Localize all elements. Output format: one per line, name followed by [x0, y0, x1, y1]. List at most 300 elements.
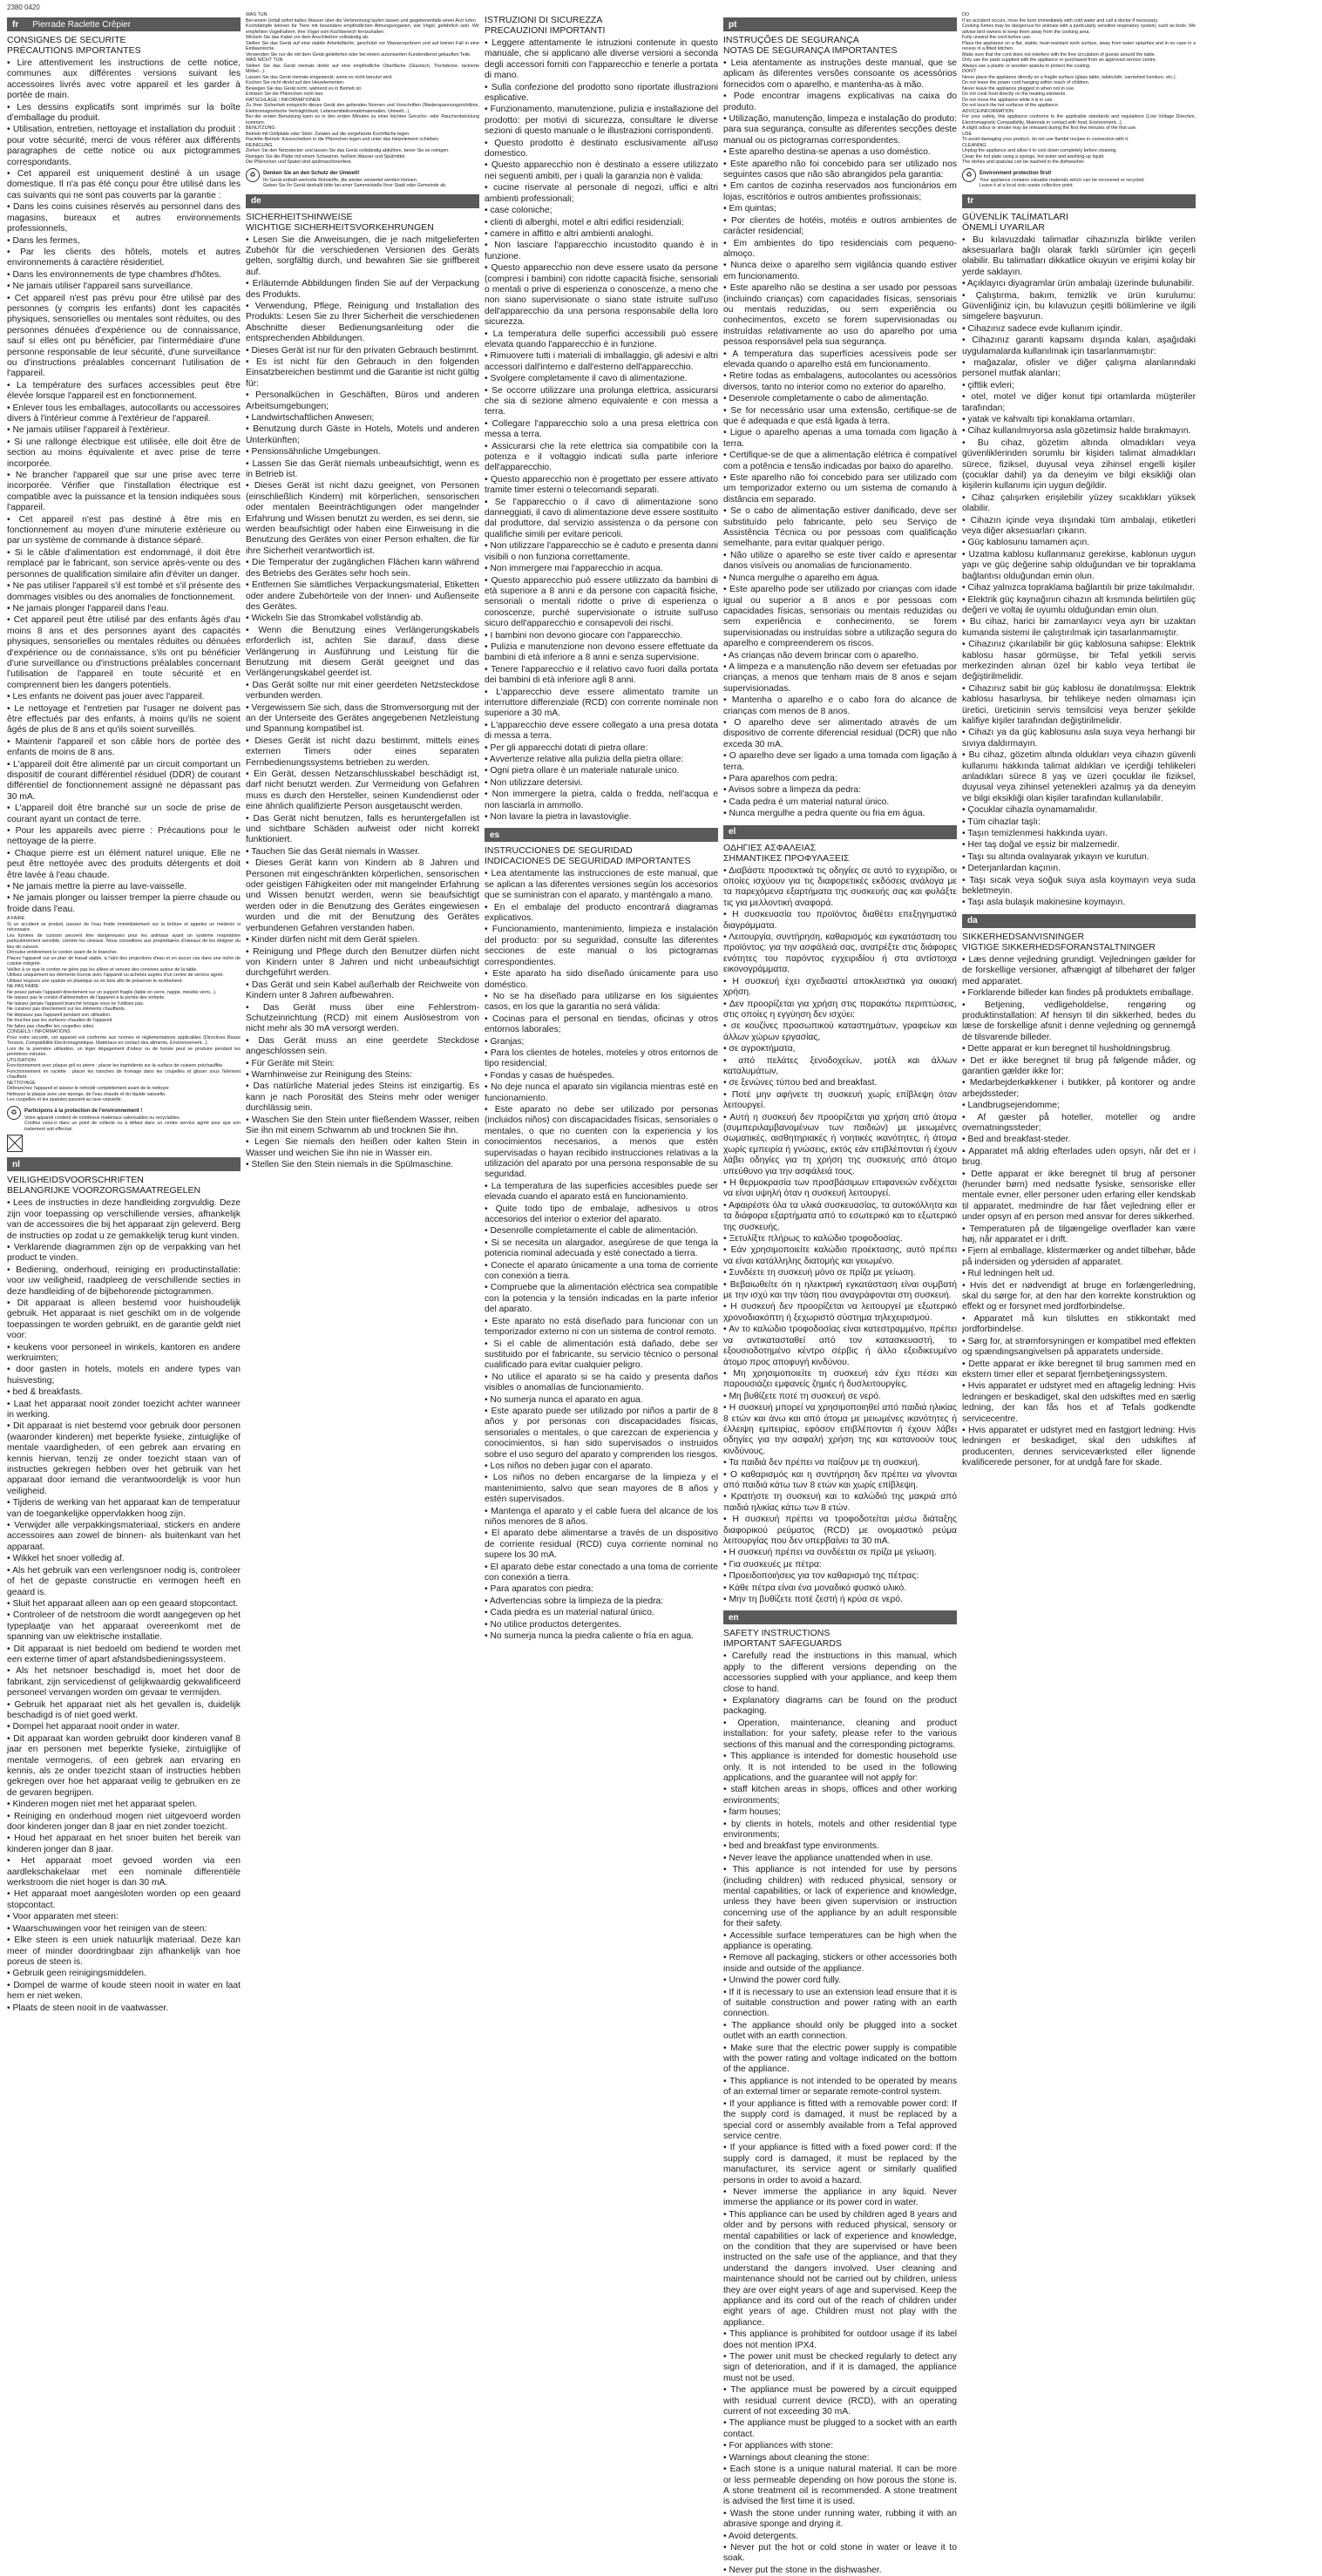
paragraph: • Medarbejderkøkkener i butikker, på kontorer og andre arbejdssteder; [962, 1078, 1196, 1100]
section-title-es: INSTRUCCIONES DE SEGURIDAD [485, 845, 633, 857]
small-paras-fr [7, 916, 241, 1103]
paragraph: • Cet appareil est uniquement destiné à un usage domestique. Il n'a pas été conçu pour être utilisé dans les cas suivants qui ne sont pas couverts par la garantie : [7, 169, 241, 201]
paragraph: • La temperatura de las superficies accesibles puede ser elevada cuando el aparato está en funcionamiento. [485, 1182, 718, 1203]
paragraph: • Dette apparat er kun beregnet til husholdningsbrug. [962, 1044, 1196, 1054]
paragraph: • Questo apparecchio non è progettato per essere attivato tramite timer esterni o telecomandi separati. [485, 475, 718, 497]
paragraph: • Ne pas utiliser l'appareil s'il est tombé et s'il présente des dommages visibles ou des anomalies de fonctionnement. [7, 581, 241, 603]
paragraph: Wickeln Sie das Kabel vor dem Anschließen vollständig ab. [246, 35, 369, 40]
lang-header-es [485, 828, 718, 842]
paragraph: • Para aparatos con piedra: [485, 1584, 718, 1595]
paragraph: • A temperatura das superfícies acessíveis pode ser elevada quando o aparelho está em funcionamento. [723, 349, 957, 371]
paragraph: • farm houses; [723, 1807, 957, 1818]
paragraph: • Em cantos de cozinha reservados aos funcionários em lojas, escritórios e outros ambientes profissionais; [723, 181, 957, 203]
paragraph: • This appliance can be used by children aged 8 years and older and by persons with reduced physical, sensory or mental capabilities or lack of experience and knowledge, on the condition that they are supervised or have been instructed on the safe use of the appliance, and that they understand the dangers involved. User cleaning and maintenance should not be carried out by children, unless they are over eight years of age and supervised. Keep the appliance and its cord out of the reach of children under eight years of age. Children must not play with the appliance. [723, 2210, 957, 2329]
paragraph: Only use the parts supplied with the appliance or purchased from an approved service centre. [962, 58, 1157, 63]
paragraph: • Η θερμοκρασία των προσβάσιμων επιφανειών ενδέχεται να είναι υψηλή όταν η συσκευή λειτουργεί. [723, 1178, 957, 1200]
paragraph: • Landbrugsejendomme; [962, 1101, 1196, 1111]
paragraph: • Remove all packaging, stickers or other accessories both inside and outside of the appliance. [723, 1953, 957, 1975]
env-note-title: Denken Sie an den Schutz der Umwelt! [263, 170, 360, 176]
paragraph: Do not leave the power cord hanging within reach of children. [962, 80, 1090, 85]
section-subtitle-es: INDICACIONES DE SEGURIDAD IMPORTANTES [485, 856, 691, 867]
paragraph: • Erläuternde Abbildungen finden Sie auf der Verpackung des Produkts. [246, 279, 479, 301]
paragraph: CONSEILS / INFORMATIONS [7, 1029, 71, 1035]
section-subtitle-en: IMPORTANT SAFEGUARDS [723, 1638, 842, 1650]
paragraph: • Λειτουργία, συντήρηση, καθαρισμός και εγκατάσταση του προϊόντος: για την ασφάλειά σας, ανατρέξτε στις διάφορες ενότητες του παρόντος εγχειριδίου ή στα αντίστοιχα εικονογράμματα. [723, 932, 957, 976]
paragraph: • Cihazınız çıkarılabilir bir güç kablosuna sahipse: Elektrik kablosu hasar görmüşse, bir Tefal yetkili servis merkezinden alınan özel bir kablo veya tertibat ile değiştirilmelidir. [962, 640, 1196, 683]
paragraph: • This appliance is not intended to be operated by means of an external timer or separate remote-control system. [723, 2077, 957, 2098]
paragraph: • Διαβάστε προσεκτικά τις οδηγίες σε αυτό το εγχειρίδιο, οι οποίες ισχύουν για τις διαφορετικές εκδόσεις ανάλογα με τα παρεχόμενα εξαρτήματα της συσκευής σας και φυλάξτε τις για μελλοντική αναφορά. [723, 866, 957, 910]
lang-code: fr [12, 19, 19, 30]
paragraph: • Desenrole completamente o cabo de alimentação. [723, 394, 957, 404]
paragraph: Erhitzen Sie die Pfännchen nicht leer. [246, 92, 324, 97]
paragraph: • Μη χρησιμοποιείτε τη συσκευή εάν έχει πέσει και παρουσιάζει εμφανείς ζημιές ή δυσλειτουργίες. [723, 1369, 957, 1391]
paragraph: • A limpeza e a manutenção não devem ser efetuadas por crianças, a menos que tenham mais de 8 anos e sejam supervisionadas. [723, 662, 957, 695]
section-title-it: ISTRUZIONI DI SICUREZZA [485, 15, 603, 25]
section-title-en: SAFETY INSTRUCTIONS [723, 1628, 830, 1639]
paragraph: Lassen Sie das Gerät niemals eingesteckt, wenn es nicht benutzt wird. [246, 74, 393, 80]
paras-en [723, 1651, 957, 2576]
paragraph: • En el embalaje del producto encontrará diagramas explicativos. [485, 903, 718, 925]
paragraph: • Par les clients des hôtels, motels et autres environnements à caractère résidentiel, [7, 247, 241, 269]
paragraph: • Este aparelho não foi concebido para ser utilizado nos seguintes casos que não são abrangidos pela garantia: [723, 159, 957, 181]
lang-header-el [723, 825, 957, 839]
paragraph: Your appliance contains valuable materials which can be recovered or recycled. [980, 177, 1145, 183]
paragraph: • Dans les environnements de type chambres d'hôtes. [7, 270, 241, 281]
paragraph: • Non utilizzare l'apparecchio se è caduto e presenta danni visibili o non funziona correttamente. [485, 541, 718, 563]
paragraph: Zu Ihrer Sicherheit entspricht dieses Gerät den geltenden Normen und Vorschriften (Niederspannungsrichtlinie, Elektromagnetische Verträglichkeit, Lebensmittelkontaktmaterialien, Umwelt...). [246, 103, 479, 114]
paragraph: Clean the hot plate using a sponge, hot water and washing-up liquid. [962, 153, 1105, 159]
paragraph: • Los niños no deben jugar con el aparato. [485, 1461, 718, 1472]
paragraph: REINIGUNG [246, 142, 273, 148]
paragraph: Ne laissez jamais l'appareil branché lorsque vous ne l'utilisez pas. [7, 1000, 145, 1007]
paragraph: Pour votre sécurité, cet appareil est conforme aux normes et réglementations applicables (Directives Basse Tension, Compatibilité Electromagnétique, Matériaux en contact des aliments, Environnement...). [7, 1034, 241, 1047]
paragraph: Never place the appliance directly on a fragile surface (glass table, tablecloth, varnished furniture, etc.). [962, 74, 1177, 80]
section-title-tr: GÜVENLİK TALİMATLARI [962, 211, 1068, 222]
paras-da [962, 955, 1196, 1469]
section-title-fr: CONSIGNES DE SECURITE [7, 35, 126, 45]
paragraph: UTILISATION [7, 1057, 36, 1063]
paragraph: • Sluit het apparaat alleen aan op een geaard stopcontact. [7, 1599, 241, 1610]
paragraph: • σε κουζίνες προσωπικού καταστημάτων, γραφείων και άλλων χώρων εργασίας, [723, 1021, 957, 1043]
paragraph: • Warnings about cleaning the stone: [723, 2453, 957, 2464]
product-name: Pierrade Raclette Crêpier [32, 19, 132, 30]
paras-el [723, 866, 957, 1606]
paragraph: • Avvertenze relative alla pulizia della pietra ollare: [485, 755, 718, 765]
paragraph: • Ο καθαρισμός και η συντήρηση δεν πρέπει να γίνονται από παιδιά κάτω των 8 ετών και χωρίς επίβλεψη. [723, 1470, 957, 1492]
paragraph: Votre appareil contient de nombreux matériaux valorisables ou recyclables. [24, 1115, 181, 1121]
lang-header-tr [962, 194, 1196, 208]
section-subtitle-tr: ÖNEMLİ UYARILAR [962, 221, 1045, 233]
paragraph: • Maintenir l'appareil et son câble hors de portée des enfants de moins de 8 ans. [7, 737, 241, 759]
paragraph: • Never leave the appliance unattended when in use. [723, 1854, 957, 1864]
paragraph: • Hvis apparatet er udstyret med en aftagelig ledning: Hvis ledningen er beskadiget, skal den udskiftes med en særlig ledning, der kan fås hos et af Tefals godkendte servicecentre. [962, 1381, 1196, 1425]
paragraph: • Cihazınız sadece evde kullanım içindir. [962, 324, 1196, 335]
paragraph: • La température des surfaces accessibles peut être élevée lorsque l'appareil est en fonctionnement. [7, 381, 241, 403]
paragraph: • Μη βυθίζετε ποτέ τη συσκευή σε νερό. [723, 1392, 957, 1402]
paragraph: • Das Gerät und sein Kabel außerhalb der Reichweite von Kindern unter 8 Jahren aufbewahren. [246, 980, 479, 1002]
paragraph: • Pour les appareils avec pierre : Précautions pour le nettoyage de la pierre. [7, 826, 241, 848]
paragraph: Ne touchez pas les surfaces chaudes de l'appareil. [7, 1018, 113, 1024]
small-paras-de [246, 12, 479, 166]
env-note-title: Participons à la protection de l'environnement ! [24, 1108, 143, 1114]
paragraph: • Δεν προορίζεται για χρήση στις παρακάτω περιπτώσεις, στις οποίες η εγγύηση δεν ισχύει: [723, 1000, 957, 1021]
paragraph: • Af gæster på hoteller, moteller og andre overnatningssteder; [962, 1113, 1196, 1135]
paragraph: • Het apparaat moet gevoed worden via een aardlekschakelaar met een nominale differentiële werkstroom die niet hoger is dan 30 mA. [7, 1856, 241, 1888]
paragraph: • Das Gerät sollte nur mit einer geerdeten Netzsteckdose verbunden werden. [246, 681, 479, 702]
paragraph: Nettoyez la plaque avec une éponge, de l'eau chaude et du liquide vaisselle. [7, 1091, 166, 1097]
paragraph: The dishes and spatulas can be washed in the dishwasher. [962, 159, 1085, 165]
paragraph: • Never put the hot or cold stone in water or leave it to soak. [723, 2543, 957, 2565]
paragraph: Bei einem Unfall sofort kaltes Wasser über die Verbrennung laufen lassen und gegebenenfalls einen Arzt rufen. [246, 17, 478, 24]
env-note-items-en [980, 178, 1145, 189]
paragraph: • Rimuovere tutti i materiali di imballaggio, gli adesivi e altri accessori dall'interno e dall'esterno dell'apparecchio. [485, 351, 718, 373]
column-4 [723, 12, 958, 2575]
paragraph: • Cihazınız garanti kapsamı dışında kalan, aşağıdaki uygulamalarda kullanılmak için tasarlanmamıştır: [962, 336, 1196, 357]
paragraph: • Dit apparaat is niet bestemd voor gebruik door personen (waaronder kinderen) met beperkte fysieke, zintuiglijke of mentale vaardigheden, of een gebrek aan ervaring en kennis hiervan, tenzij ze onder toezicht staan van of instructies gekregen hebben over het gebruik van het apparaat door iemand die verantwoordelijk is voor hun veiligheid. [7, 1421, 241, 1497]
paragraph: • Retire todas as embalagens, autocolantes ou acessórios diversos, tanto no interior como no exterior do aparelho. [723, 371, 957, 393]
paragraph: • Hvis det er nødvendigt at bruge en forlængerledning, skal du sørge for, at den har den korrekte konstruktion og effekt og er forsynet med jordforbindelse. [962, 1281, 1196, 1313]
paragraph: • O aparelho deve ser alimentado através de um dispositivo de corrente diferencial residual (DCR) que não exceda 30 mA. [723, 718, 957, 750]
paragraph: • Les enfants ne doivent pas jouer avec l'appareil. [7, 692, 241, 702]
paragraph: • Dompel het apparaat nooit onder in water. [7, 1722, 241, 1732]
paragraph: • Accessible surface temperatures can be high when the appliance is operating. [723, 1931, 957, 1953]
paragraph: • Ποτέ μην αφήνετε τη συσκευή χωρίς επίβλεψη όταν λειτουργεί. [723, 1090, 957, 1112]
paragraph: • Dit apparaat is niet bedoeld om bediend te worden met een externe timer of apart afstandsbedieningssysteem. [7, 1644, 241, 1666]
paragraph: WAS NICHT TUN [246, 58, 283, 63]
paragraph: • Lees de instructies in deze handleiding zorgvuldig. Deze zijn voor toepassing op verschillende versies, afhankelijk van de accessoires die bij het apparaat zijn geleverd. Berg de instructies op zodat u ze gemakkelijk terug kunt vinden. [7, 1198, 241, 1242]
paragraph: • Kinderen mogen niet met het apparaat spelen. [7, 1800, 241, 1810]
recycle-icon: ♻ [962, 168, 976, 182]
paragraph: • Lea atentamente las instrucciones de este manual, que se aplican a las diferentes versiones según los accesorios que se suministran con el aparato, y manténgalo a mano. [485, 869, 718, 901]
paragraph: • Não utilize o aparelho se este tiver caído e apresentar danos visíveis ou anomalias de funcionamento. [723, 551, 957, 573]
paragraph: • Dit apparaat kan worden gebruikt door kinderen vanaf 8 jaar en personen met beperkte fysieke, zintuiglijke of mentale vermogens, of een gebrek aan ervaring en kennis, als ze onder toezicht staan of instructies hebben gekregen over hoe het apparaat veilig te gebruiken en ze de gevaren begrijpen. [7, 1734, 241, 1799]
paragraph: • Cihaz yalnızca topraklama bağlantılı bir prize takılmalıdır. [962, 583, 1196, 593]
paragraph: • Assicurarsi che la rete elettrica sia compatibile con la potenza e il voltaggio indicati sulla parte inferiore dell'apparecchio. [485, 442, 718, 474]
paragraph: • No utilice el aparato si se ha caído y presenta daños visibles o anomalías de funcionamiento. [485, 1373, 718, 1394]
paragraph: • Ne jamais utiliser l'appareil à l'extérieur. [7, 425, 241, 436]
paragraph: BENUTZUNG [246, 125, 275, 131]
paragraph: • Chaque pierre est un élément naturel unique. Elle ne peut être nettoyée avec des produits détergents et doit être lavée à l'eau chaude. [7, 849, 241, 881]
paragraph: Kochen Sie nicht direkt auf den Heizelementen. [246, 80, 345, 85]
paragraph: • Em ambientes do tipo residenciais com pequeno-almoço. [723, 239, 957, 261]
paragraph: • Wash the stone under running water, rubbing it with an abrasive sponge and drying it. [723, 2509, 957, 2531]
paragraph: • Voor apparaten met steen: [7, 1912, 241, 1922]
paragraph: • keukens voor personeel in winkels, kantoren en andere werkruimten; [7, 1343, 241, 1365]
lang-header-de [246, 194, 479, 208]
paragraph: • If your appliance is fitted with a fixed power cord: If the supply cord is damaged, it must be replaced by the manufacturer, its service agent or similarly qualified persons in order to avoid a hazard. [723, 2143, 957, 2186]
paragraph: • This appliance is prohibited for outdoor usage if its label does not mention IPX4. [723, 2329, 957, 2351]
lang-header-nl [7, 1157, 241, 1171]
paragraph: • Hvis apparatet er udstyret med en fastgjort ledning: Hvis ledningen er beskadiget, skal den udskiftes af producenten, dennes serviceværksted eller lignende kvalificerede personer, for at undgå fare for skade. [962, 1426, 1196, 1469]
paragraph: Do not touch the hot surfaces of the appliance. [962, 103, 1060, 108]
paragraph: • Avisos sobre a limpeza da pedra: [723, 785, 957, 796]
paragraph: • σε ξενώνες τύπου bed and breakfast. [723, 1078, 957, 1088]
section-title-pt: INSTRUÇÕES DE SEGURANÇA [723, 35, 859, 45]
paragraph: Verwenden Sie nur die mit dem Gerät gelieferten oder bei einem autorisierten Kundendienst gekauften Teile. [246, 51, 471, 58]
paras-nl [7, 1198, 241, 2014]
paragraph: • bed and breakfast type environments. [723, 1841, 957, 1852]
paragraph: Confiez celui-ci dans un point de collecte ou à défaut dans un centre service agréé pour que son traitement soit effectué. [24, 1121, 241, 1132]
paras-de [246, 235, 479, 1171]
paragraph: Always use a plastic or wooden spatula to protect the coating. [962, 63, 1091, 69]
paragraph: • Este aparato puede ser utilizado por niños a partir de 8 años y por personas con discapacidades físicas, sensoriales o mentales, o que carezcan de experiencia y conocimientos, si han sido supervisados o instruidos sobre el uso seguro del aparato y comprenden los riesgos. [485, 1407, 718, 1461]
paragraph: • Pensionsähnliche Umgebungen. [246, 447, 479, 458]
paragraph: • Dans les fermes, [7, 236, 241, 247]
paragraph: • Lassen Sie das Gerät niemals unbeaufsichtigt, wenn es in Betrieb ist. [246, 459, 479, 481]
paragraph: • L'appareil doit être alimenté par un circuit comportant un dispositif de courant différentiel résiduel (DDR) de courant différentiel de fonctionnement assigné ne dépassant pas 30 mA. [7, 760, 241, 803]
paragraph: • Por clientes de hotéis, motéis e outros ambientes de carácter residencial; [723, 216, 957, 238]
lang-code: tr [967, 196, 974, 206]
paragraph: • Warnhinweise zur Reinigung des Steins: [246, 1070, 479, 1081]
paragraph: • Τα παιδιά δεν πρέπει να παίζουν με τη συσκευή. [723, 1458, 957, 1468]
paragraph: • Houd het apparaat en het snoer buiten het bereik van kinderen jonger dan 8 jaar. [7, 1834, 241, 1855]
env-note-fr [7, 1106, 241, 1133]
paragraph: • Questo apparecchio può essere utilizzato da bambini di età superiore a 8 anni e da persone con capacità fisiche, sensoriali o mentali ridotte o prive di esperienza o conoscenze, purché supervisionate o istruite sull'uso sicuro dell'apparecchio e consapevoli dei rischi. [485, 576, 718, 630]
paragraph: • Svolgere completamente il cavo di alimentazione. [485, 374, 718, 384]
paragraph: • Non lasciare l'apparecchio incustodito quando è in funzione. [485, 241, 718, 262]
paragraph: • Ne jamais mettre la pierre au lave-vaisselle. [7, 882, 241, 892]
paragraph: • Αυτή η συσκευή δεν προορίζεται για χρήση από άτομα (συμπεριλαμβανομένων των παιδιών) με μειωμένες σωματικές, αισθητηριακές ή νοητικές ικανότητες, ή άτομα χωρίς εμπειρία ή γνώσεις, εκτός εάν επιβλέπονται ή έχουν λάβει οδηγίες για τη χρήση της συσκευής από άτομο υπεύθυνο για την ασφάλειά τους. [723, 1113, 957, 1177]
paragraph: • Η συσκευασία του προϊόντος διαθέτει επεξηγηματικά διαγράμματα. [723, 910, 957, 932]
paragraph: Les coupelles et les spatules passent au lave-vaisselle. [7, 1097, 123, 1103]
paragraph: Do not move the appliance while it is in use. [962, 97, 1054, 103]
paragraph: • Each stone is a unique natural material. It can be more or less permeable depending on how porous the stone is. A stone treatment oil is recommended. A stone treatment is advised the first time it is used. [723, 2464, 957, 2508]
paragraph: • The appliance must be powered by a circuit equipped with residual current device (RCD), with an operating current of not exceeding 30 mA. [723, 2385, 957, 2417]
paragraph: • Dans les coins cuisines réservés au personnel dans des magasins, bureaux et autres environnements professionnels, [7, 202, 241, 234]
paragraph: • Non utilizzare detersivi. [485, 778, 718, 789]
column-2 [246, 12, 479, 2327]
paragraph: Reinigen Sie die Platte mit einem Schwamm, heißem Wasser und Spülmittel. [246, 153, 406, 159]
env-note-de [246, 168, 479, 189]
lang-header-en [723, 1610, 957, 1624]
section-title-el: ΟΔΗΓΙΕΣ ΑΣΦΑΛΕΙΑΣ [723, 842, 817, 853]
paragraph: • O aparelho deve ser ligado a uma tomada com ligação à terra. [723, 751, 957, 773]
paragraph: • L'apparecchio deve essere collegato a una presa dotata di messa a terra. [485, 721, 718, 742]
paragraph: • I bambini non devono giocare con l'apparecchio. [485, 631, 718, 641]
paragraph: • door gasten in hotels, motels en andere types van huisvesting; [7, 1365, 241, 1386]
paragraph: • Este aparelho destina-se apenas a uso doméstico. [723, 147, 957, 158]
paragraph: DO [962, 12, 970, 17]
paragraph: Kochdämpfe können für Tiere mit besonders empfindlichen Atmungsorganen, wie Vögel, gefährlich sein. Wir empfehlen Vogelhaltern, ihre Vögel vom Kochbereich fernzuhalten. [246, 24, 479, 35]
paragraph: • Utilização, manutenção, limpeza e instalação do produto: para sua segurança, consulte as diferentes secções deste manual ou os pictogramas correspondentes. [723, 114, 957, 146]
paragraph: Betrieb mit Grillplatte oder Stein: Zutaten auf die vorgeheizte Kochfläche legen. [246, 131, 410, 137]
paragraph: • No utilice productos detergentes. [485, 1620, 718, 1630]
paragraph: • Se l'apparecchio o il cavo di alimentazione sono danneggiati, il cavo di alimentazione deve essere sostituito dal produttore, dal servizio assistenza o da persone con qualifiche simili per evitare pericoli. [485, 498, 718, 541]
paragraph: • Si el cable de alimentación está dañado, debe ser sustituido por el fabricante, su servicio técnico o personal cualificado para evitar cualquier peligro. [485, 1339, 718, 1372]
env-note-title: Environment protection first! [980, 170, 1052, 176]
paras-it [485, 38, 718, 823]
paragraph: • Ligue o aparelho apenas a uma tomada com ligação à terra. [723, 428, 957, 450]
paragraph: • Bediening, onderhoud, reiniging en productinstallatie: voor uw veiligheid, raadpleeg de verschillende secties in deze handleiding of de bijbehorende pictogrammen. [7, 1265, 241, 1298]
paragraph: • Çocuklar cihazla oynamamalıdır. [962, 805, 1196, 816]
lang-code: de [251, 196, 261, 206]
paragraph: Make sure that the cord does not interfere with the free circulation of guests around the table. [962, 51, 1156, 58]
paragraph: • Det er ikke beregnet til brug på følgende måder, og garantien gælder ikke for: [962, 1056, 1196, 1078]
paragraph: • çiftlik evleri; [962, 381, 1196, 391]
lang-header-fr [7, 17, 241, 31]
paragraph: • Cada piedra es un material natural único. [485, 1608, 718, 1618]
paragraph: • Advertencias sobre la limpieza de la piedra: [485, 1596, 718, 1607]
paragraph: • El aparato debe estar conectado a una toma de corriente con conexión a tierra. [485, 1563, 718, 1584]
paragraph: • Se o cabo de alimentação estiver danificado, deve ser substituído pelo fabricante, pelo seu Serviço de Assistência Técnica ou por pessoas com qualificação semelhante, para evitar qualquer perigo. [723, 506, 957, 550]
paragraph: • Kinder dürfen nicht mit dem Gerät spielen. [246, 935, 479, 946]
lang-code: nl [12, 1159, 20, 1169]
paragraph: • Para los clientes de hoteles, moteles y otros entornos de tipo residencial; [485, 1048, 718, 1070]
paragraph: Déroulez entièrement le cordon avant de le brancher. [7, 950, 119, 956]
section-title-nl: VEILIGHEIDSVOORSCHRIFTEN [7, 1175, 144, 1186]
paragraph: • Se for necessário usar uma extensão, certifique-se de que é adequada e que está ligada à terra. [723, 406, 957, 428]
lang-code: es [490, 830, 500, 840]
paragraph: • Wickeln Sie das Stromkabel vollständig ab. [246, 613, 479, 624]
paragraph: • Never immerse the appliance in any liquid. Never immerse the appliance or its power cord in water. [723, 2187, 957, 2209]
paragraph: • Non immergere mai l'apparecchio in acqua. [485, 564, 718, 574]
paragraph: • camere in affitto e altri ambienti analoghi. [485, 229, 718, 240]
paragraph: • Questo prodotto è destinato esclusivamente all'uso domestico. [485, 139, 718, 160]
paragraph: • Η συσκευή πρέπει να τροφοδοτείται μέσω διάταξης διαφορικού ρεύματος (RCD) με ονομαστικό ρεύμα λειτουργίας που δεν υπερβαίνει τα 30 mA. [723, 1515, 957, 1547]
paragraph: WAS TUN [246, 12, 268, 17]
paragraph: • Dette apparat er ikke beregnet til brug af personer (herunder børn) med nedsatte fysiske, sensoriske eller mentale evner, eller personer uden erfaring eller kendskab til apparatet, medmindre de har fået vejledning eller er under opsyn af en person med ansvar for deres sikkerhed. [962, 1169, 1196, 1224]
paragraph: • Apparatet må aldrig efterlades uden opsyn, når det er i brug. [962, 1147, 1196, 1169]
paragraph: • Als het netsnoer beschadigd is, moet het door de fabrikant, zijn servicedienst of gelijkwaardig gekwalificeerd personeel vervangen worden om gevaar te vermijden. [7, 1666, 241, 1698]
paragraph: • Vergewissern Sie sich, dass die Stromversorgung mit der an der Unterseite des Gerätes angegebenen Netzleistung und Spannung kompatibel ist. [246, 703, 479, 736]
paragraph: • Legen Sie niemals den heißen oder kalten Stein in Wasser und weichen Sie ihn nie in Wasser ein. [246, 1137, 479, 1159]
paragraph: • Reiniging en onderhoud mogen niet uitgevoerd worden door kinderen jonger dan 8 jaar en niet zonder toezicht. [7, 1812, 241, 1834]
paragraph: • No deje nunca el aparato sin vigilancia mientras esté en funcionamiento. [485, 1082, 718, 1104]
paragraph: • Enlever tous les emballages, autocollants ou accessoires divers à l'intérieur comme à l'extérieur de l'appareil. [7, 403, 241, 425]
paragraph: Débranchez l'appareil et laissez-le refroidir complètement avant de le nettoyer. [7, 1086, 171, 1092]
paragraph: • Bed and breakfast-steder. [962, 1135, 1196, 1145]
paragraph: • Controleer of de netstroom die wordt aangegeven op het typeplaatje van het apparaat overeenkomt met de spanning van uw elektrische installatie. [7, 1610, 241, 1643]
paragraph: Ne déplacez pas l'appareil pendant son utilisation. [7, 1012, 112, 1018]
paragraph: • Non immergere la pietra, calda o fredda, nell'acqua e non lasciarla in ammollo. [485, 790, 718, 811]
paragraph: ADVICE/INFORMATION [962, 108, 1014, 114]
paragraph: • Taşı su altında ovalayarak yıkayın ve kurutun. [962, 852, 1196, 863]
paragraph: • Βεβαιωθείτε ότι η ηλεκτρική εγκατάσταση είναι συμβατή με την ισχύ και την τάση που αναγράφονται στη συσκευή. [723, 1280, 957, 1302]
paragraph: • Die Temperatur der zugänglichen Flächen kann während des Betriebs des Gerätes sehr hoch sein. [246, 558, 479, 580]
paragraph: • Collegare l'apparecchio solo a una presa elettrica con messa a terra. [485, 419, 718, 441]
paragraph: • Este aparato no está diseñado para funcionar con un temporizador externo ni con un sistema de control remoto. [485, 1317, 718, 1339]
paragraph: Ne cuisinez pas directement sur les éléments chauffants. [7, 1007, 126, 1013]
paragraph: Cooking fumes may be dangerous for animals with a particularly sensitive respiratory system, such as birds. We advise bird owners to keep them away from the cooking area. [962, 24, 1196, 35]
document-code: 2380 0420 [7, 3, 40, 11]
paragraph: Lors de la première utilisation, un léger dégagement d'odeur ou de fumée peut se produire pendant les premières minutes. [7, 1046, 241, 1058]
paragraph: • Leggere attentamente le istruzioni contenute in questo manuale, che si applicano alle diverse versioni a seconda degli accessori forniti con l'apparecchio e tenerle a portata di mano. [485, 38, 718, 82]
small-paras-en [962, 12, 1196, 166]
paragraph: • Le nettoyage et l'entretien par l'usager ne doivent pas être effectués par des enfants, à moins qu'ils ne soient âgés de plus de 8 ans et qu'ils soient surveillés. [7, 704, 241, 736]
paragraph: • Pulizia e manutenzione non devono essere effettuate da bambini di età inferiore a 8 anni e senza supervisione. [485, 642, 718, 664]
paragraph: Bei der ersten Benutzung kann es in den ersten Minuten zu einer leichten Geruchs- oder Rauchentwicklung kommen. [246, 114, 479, 125]
section-subtitle-nl: BELANGRIJKE VOORZORGSMAATREGELEN [7, 1185, 201, 1196]
paragraph: • Bu cihaz, harici bir zamanlayıcı veya ayrı bir uzaktan kumanda sistemi ile çalıştırılmak için tasarlanmamıştır. [962, 617, 1196, 639]
paragraph: To avoid damaging your product, do not use flambé recipes in connection with it. [962, 137, 1129, 142]
paragraph: Geben Sie Ihr Gerät deshalb bitte bei einer Sammelstelle Ihrer Stadt oder Gemeinde ab. [263, 183, 447, 188]
env-note-en [962, 168, 1196, 189]
paragraph: • Em quintas; [723, 204, 957, 214]
paragraph: • The appliance should only be plugged into a socket outlet with an earth connection. [723, 2021, 957, 2043]
paragraph: Place the appliance on a flat, stable, heat-resistant work surface, away from water splashes and in no case in a recess in a fitted kitchen. [962, 40, 1196, 51]
paragraph: • Stellen Sie den Stein niemals in die Spülmaschine. [246, 1160, 479, 1170]
paragraph: • Das Gerät muss über eine Fehlerstrom-Schutzeinrichtung (RCD) mit einem Auslösestrom von nicht mehr als 30 mA versorgt werden. [246, 1003, 479, 1035]
paragraph: • Mantenha o aparelho e o cabo fora do alcance de crianças com menos de 8 anos. [723, 695, 957, 717]
paragraph: Fully unwind the cord before use. [962, 35, 1032, 40]
paragraph: • Taşı sıcak veya soğuk suya asla koymayın veya suda bekletmeyin. [962, 876, 1196, 898]
paragraph: • Compruebe que la alimentación eléctrica sea compatible con la potencia y la tensión indicadas en la parte inferior del aparato. [485, 1283, 718, 1315]
paragraph: • Waarschuwingen voor het reinigen van de steen: [7, 1924, 241, 1935]
paragraph: • Η συσκευή έχει σχεδιαστεί αποκλειστικά για οικιακή χρήση. [723, 977, 957, 999]
paragraph: • L'apparecchio deve essere alimentato tramite un interruttore differenziale (RCD) con corrente nominale non superiore a 30 mA. [485, 688, 718, 720]
paragraph: Ihr Gerät enthält wertvolle Rohstoffe, die wieder verwertet werden können. [263, 177, 418, 183]
paragraph: NETTOYAGE [7, 1080, 36, 1086]
paragraph: • Non lavare la pietra in lavastoviglie. [485, 812, 718, 823]
section-title-de: SICHERHEITSHINWEISE [246, 211, 353, 222]
paragraph: Ziehen Sie den Netzstecker und lassen Sie das Gerät vollständig abkühlen, bevor Sie es reinigen. [246, 148, 450, 153]
paragraph: • Ein Gerät, dessen Netzanschlusskabel beschädigt ist, darf nicht benutzt werden. Zur Vermeidung von Gefahren muss es durch den Hersteller, seinen Kundendienst oder eine ähnlich qualifizierte Person ausgetauscht werden. [246, 769, 479, 813]
paragraph: • Se occorre utilizzare una prolunga elettrica, assicurarsi che sia di sezione almeno equivalente e con messa a terra. [485, 386, 718, 418]
paragraph: • Dieses Gerät kann von Kindern ab 8 Jahren und Personen mit eingeschränkten körperlichen, sensorischen oder geistigen Fähigkeiten oder mit mangelnder Erfahrung und Wissen benutzt werden, wenn sie beaufsichtigt werden oder in die Benutzung des Gerätes eingewiesen wurden und die mit der Benutzung des Gerätes verbundenen Gefahren verstanden haben. [246, 858, 479, 934]
section-subtitle-fr: PRÉCAUTIONS IMPORTANTES [7, 45, 141, 56]
paragraph: • Cada pedra é um material natural único. [723, 797, 957, 808]
paragraph: • El aparato debe alimentarse a través de un dispositivo de corriente residual (RCD) cuya corriente nominal no supere los 30 mA. [485, 1529, 718, 1561]
paragraph: • L'appareil doit être branché sur un socle de prise de courant ayant un contact de terre. [7, 803, 241, 825]
paragraph: • Utilisation, entretien, nettoyage et installation du produit : pour votre sécurité, merci de vous référer aux différents paragraphes de cette notice ou aux pictogrammes correspondants. [7, 125, 241, 168]
paragraph: • Das natürliche Material jedes Steins ist einzigartig. Es kann je nach Porosität des Steins mehr oder weniger durchlässig sein. [246, 1081, 479, 1114]
paragraph: Fonctionnement en raclette : placer les tranches de fromage dans les coupelles et glisser sous l'élément chauffant. [7, 1068, 241, 1081]
paragraph: • As crianças não devem brincar com o aparelho. [723, 651, 957, 661]
paragraph: • Desenrolle completamente el cable de alimentación. [485, 1226, 718, 1237]
paragraph: Veillez à ce que le cordon ne gêne pas les allées et venues des convives autour de la table. [7, 966, 198, 973]
paragraph: • Læs denne vejledning grundigt. Vejledningen gælder for de forskellige versioner, afhængigt af tilbehøret der følger med apparatet. [962, 955, 1196, 987]
paragraph: • Gebruik geen reinigingsmiddelen. [7, 1969, 241, 1979]
paragraph: • Cocinas para el personal en tiendas, oficinas y otros entornos laborales; [485, 1014, 718, 1036]
paragraph: • Este aparelho não se destina a ser usado por pessoas (incluindo crianças) com capacidades físicas, sensoriais ou mentais reduzidas, ou sem experiência ou conhecimentos, exceto se forem supervisionadas ou instruídas relativamente ao uso do aparelho por uma pessoa responsável pela sua segurança. [723, 283, 957, 348]
paragraph: Raclette-Betrieb: Käsescheiben in die Pfännchen legen und unter das Heizelement schieben. [246, 137, 440, 142]
paragraph: • Elke steen is een uniek natuurlijk materiaal. Deze kan meer of minder doordringbaar zijn afhankelijk van hoe poreus de steen is. [7, 1935, 241, 1968]
paragraph: • Cet appareil n'est pas prévu pour être utilisé par des personnes (y compris les enfants) dont les capacités physiques, sensorielles ou mentales sont réduites, ou des personnes dénuées d'expérience ou de connaissance, sauf si elles ont pu bénéficier, par l'intermédiaire d'une personne responsable de leur sécurité, d'une surveillance ou d'instructions préalables concernant l'utilisation de l'appareil. [7, 294, 241, 380]
paragraph: • Conecte el aparato únicamente a una toma de corriente con conexión a tierra. [485, 1261, 718, 1283]
section-subtitle-it: PRECAUZIONI IMPORTANTI [485, 25, 606, 36]
paragraph: A FAIRE [7, 916, 25, 922]
paragraph: • No sumerja nunca la piedra caliente o fría en agua. [485, 1631, 718, 1642]
paragraph: Placez l'appareil sur un plan de travail stable, à l'abri des projections d'eau et en aucun cas dans une niche de cuisine intégrée. [7, 955, 241, 967]
paragraph: Stellen Sie das Gerät auf eine stabile Arbeitsfläche, geschützt vor Wasserspritzern und auf keinen Fall in eine Einbaunische. [246, 40, 479, 51]
paragraph: • Nunca mergulhe o aparelho em água. [723, 573, 957, 584]
paragraph: Bewegen Sie das Gerät nicht, während es in Betrieb ist. [246, 85, 363, 92]
paragraph: • Per gli apparecchi dotati di pietra ollare: [485, 743, 718, 754]
paragraph: • Ne jamais utiliser l'appareil sans surveillance. [7, 281, 241, 292]
paragraph: • Verwijder alle verpakkingsmateriaal, stickers en andere accessoires aan zowel de binnen- als buitenkant van het apparaat. [7, 1521, 241, 1553]
paragraph: • The appliance must be plugged to a socket with an earth contact. [723, 2418, 957, 2440]
paragraph: • Pode encontrar imagens explicativas na caixa do produto. [723, 92, 957, 113]
paragraph: • Wikkel het snoer volledig af. [7, 1554, 241, 1564]
paragraph: • This appliance is intended for domestic household use only. It is not intended to be used in the following applications, and the guarantee will not apply for: [723, 1752, 957, 1784]
paragraph: • Ne brancher l'appareil que sur une prise avec terre incorporée. Vérifier que l'installation électrique est compatible avec la puissance et la tension indiquées sous l'appareil. [7, 471, 241, 514]
section-title-da: SIKKERHEDSANVISNINGER [962, 931, 1085, 942]
paragraph: • Gebruik het apparaat niet als het gevallen is, duidelijk beschadigd is of niet goed werkt. [7, 1700, 241, 1722]
paragraph: • Als het gebruik van een verlengsnoer nodig is, controleer of het de gepaste constructie en vermogen heeft en geaard is. [7, 1566, 241, 1598]
paragraph: • Verwendung, Pflege, Reinigung und Installation des Produkts: Lesen Sie zu Ihrer Sicherheit die verschiedenen Abschnitte dieser Bedienungsanleitung oder die entsprechenden Abbildungen. [246, 302, 479, 345]
paragraph: • Sulla confezione del prodotto sono riportate illustrazioni esplicative. [485, 83, 718, 105]
paragraph: • Lire attentivement les instructions de cette notice, communes aux différentes versions suivant les accessoires livrés avec votre appareil et les garder à portée de main. [7, 58, 241, 102]
paragraph: • Funzionamento, manutenzione, pulizia e installazione del prodotto: per motivi di sicurezza, consultare le diverse sezioni di questo manuale o le illustrazioni corrispondenti. [485, 105, 718, 137]
paragraph: A slight odour or smoke may be released during the first few minutes of the first use. [962, 125, 1137, 131]
paragraph: • Taşın temizlenmesi hakkında uyarı. [962, 829, 1196, 839]
lang-header-pt [723, 17, 957, 31]
paragraph: • Κάθε πέτρα είναι ένα μοναδικό φυσικό υλικό. [723, 1583, 957, 1594]
paragraph: • Nunca mergulhe a pedra quente ou fria em água. [723, 809, 957, 819]
column-5 [962, 12, 1196, 2327]
paragraph: • Προειδοποιήσεις για τον καθαρισμό της πέτρας: [723, 1571, 957, 1582]
paragraph: • Les dessins explicatifs sont imprimés sur la boîte d'emballage du produit. [7, 103, 241, 125]
